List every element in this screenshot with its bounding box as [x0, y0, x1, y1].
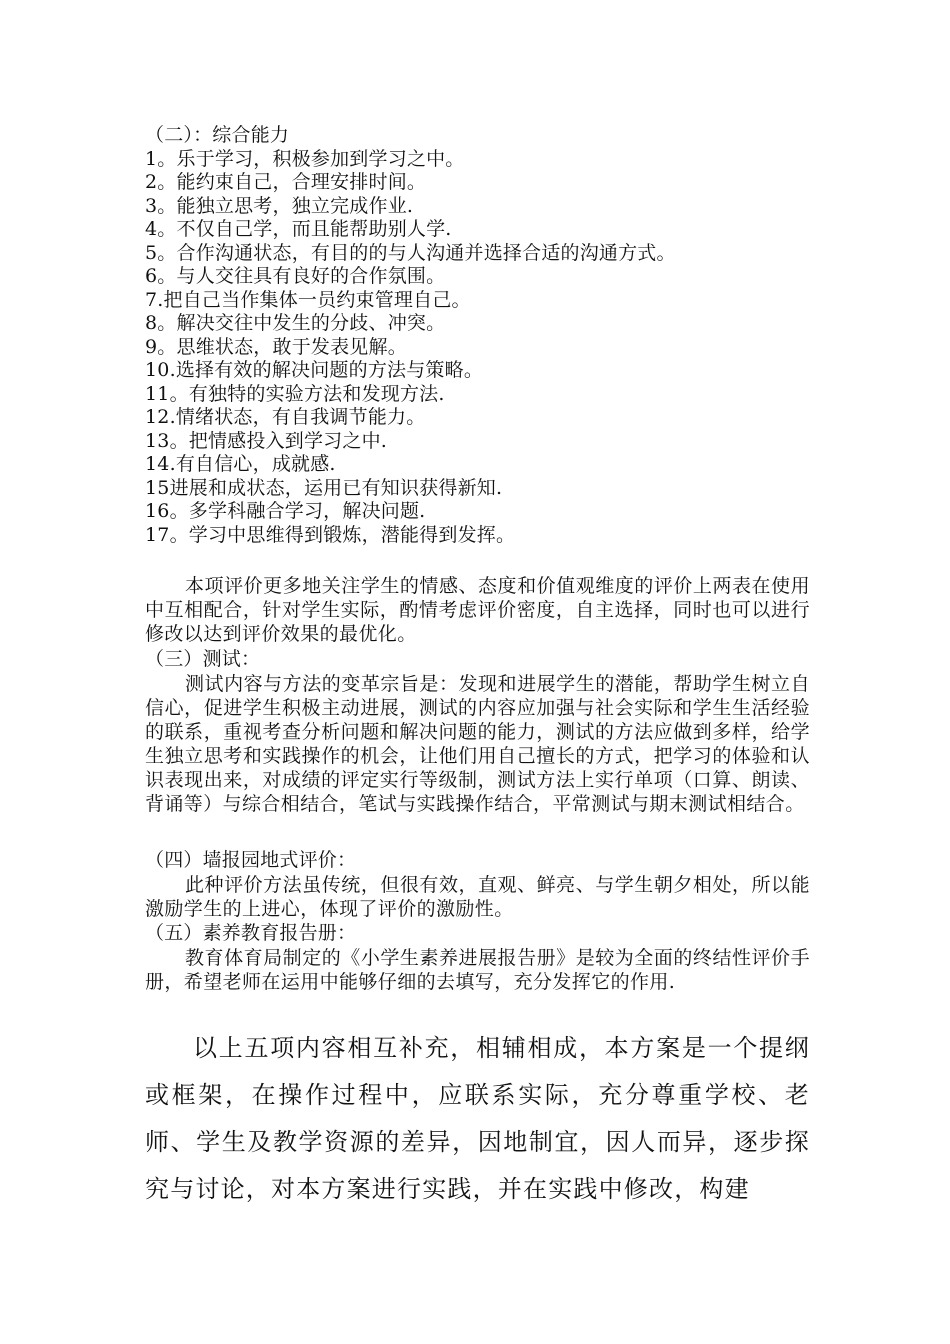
list-item: 2。能约束自己，合理安排时间。 — [145, 171, 427, 193]
list-item: 3。能独立思考，独立完成作业. — [145, 194, 414, 217]
testing-paragraph: 测试内容与方法的变革宗旨是：发现和进展学生的潜能，帮助学生树立自信心，促进学生积极主动进展，测试的内容应加强与社会实际和学生生活经验的联系，重视考查分析问题和解决问题的能力，测试的方法应做到多样，给学生独立思考和实践操作的机会，让他们用自己擅长的方式，把学习的体验和认识表现出来，对成绩的评定实行等级制，测试方法上实行单项（口算、朗读、背诵等）与综合相结合，笔试与实践操作结合，平常测试与期末测试相结合。 — [145, 673, 810, 815]
list-item: 6。与人交往具有良好的合作氛围。 — [145, 265, 446, 287]
list-item: 15进展和成状态，运用已有知识获得新知. — [145, 476, 503, 499]
section-heading-testing: （三）测试： — [145, 648, 261, 670]
report-book-paragraph: 教育体育局制定的《小学生素养进展报告册》是较为全面的终结性评价手册，希望老师在运用中能够仔细的去填写，充分发挥它的作用. — [145, 947, 810, 993]
list-item: 7.把自己当作集体一员约束管理自己。 — [145, 288, 471, 311]
list-item: 4。不仅自己学，而且能帮助别人学. — [145, 218, 452, 240]
list-item: 5。合作沟通状态，有目的的与人沟通并选择合适的沟通方式。 — [145, 241, 676, 264]
list-item: 16。多学科融合学习，解决问题. — [145, 500, 426, 522]
list-item: 9。思维状态，敢于发表见解。 — [145, 335, 407, 358]
list-item: 11。有独特的实验方法和发现方法. — [145, 382, 445, 405]
section-summary-paragraph: 本项评价更多地关注学生的情感、态度和价值观维度的评价上两表在使用中互相配合，针对学生实际，酌情考虑评价密度，自主选择，同时也可以进行修改以达到评价效果的最优化。 — [145, 575, 810, 645]
list-item: 12.情绪状态，有自我调节能力。 — [145, 406, 426, 428]
list-item: 8。解决交往中发生的分歧、冲突。 — [145, 312, 446, 334]
section-heading-wall-board: （四）墙报园地式评价： — [145, 849, 357, 871]
conclusion-paragraph: 以上五项内容相互补充，相辅相成，本方案是一个提纲或框架，在操作过程中，应联系实际，充分尊重学校、老师、学生及教学资源的差异，因地制宜，因人而异，逐步探究与讨论，对本方案进行实践，并在实践中修改，构建 — [145, 1034, 810, 1203]
list-item: 17。学习中思维得到锻炼，潜能得到发挥。 — [145, 523, 516, 546]
section-heading-report-book: （五）素养教育报告册： — [145, 922, 357, 944]
wall-board-paragraph: 此种评价方法虽传统，但很有效，直观、鲜亮、与学生朝夕相处，所以能激励学生的上进心，体现了评价的激励性。 — [145, 874, 810, 920]
section-heading: （二）：综合能力 — [145, 124, 290, 146]
list-item: 14.有自信心，成就感. — [145, 453, 336, 475]
list-item: 10.选择有效的解决问题的方法与策略。 — [145, 359, 484, 381]
list-item: 13。把情感投入到学习之中. — [145, 429, 388, 452]
section-comprehensive-ability — [145, 124, 810, 547]
list-item: 1。乐于学习，积极参加到学习之中。 — [145, 147, 465, 170]
